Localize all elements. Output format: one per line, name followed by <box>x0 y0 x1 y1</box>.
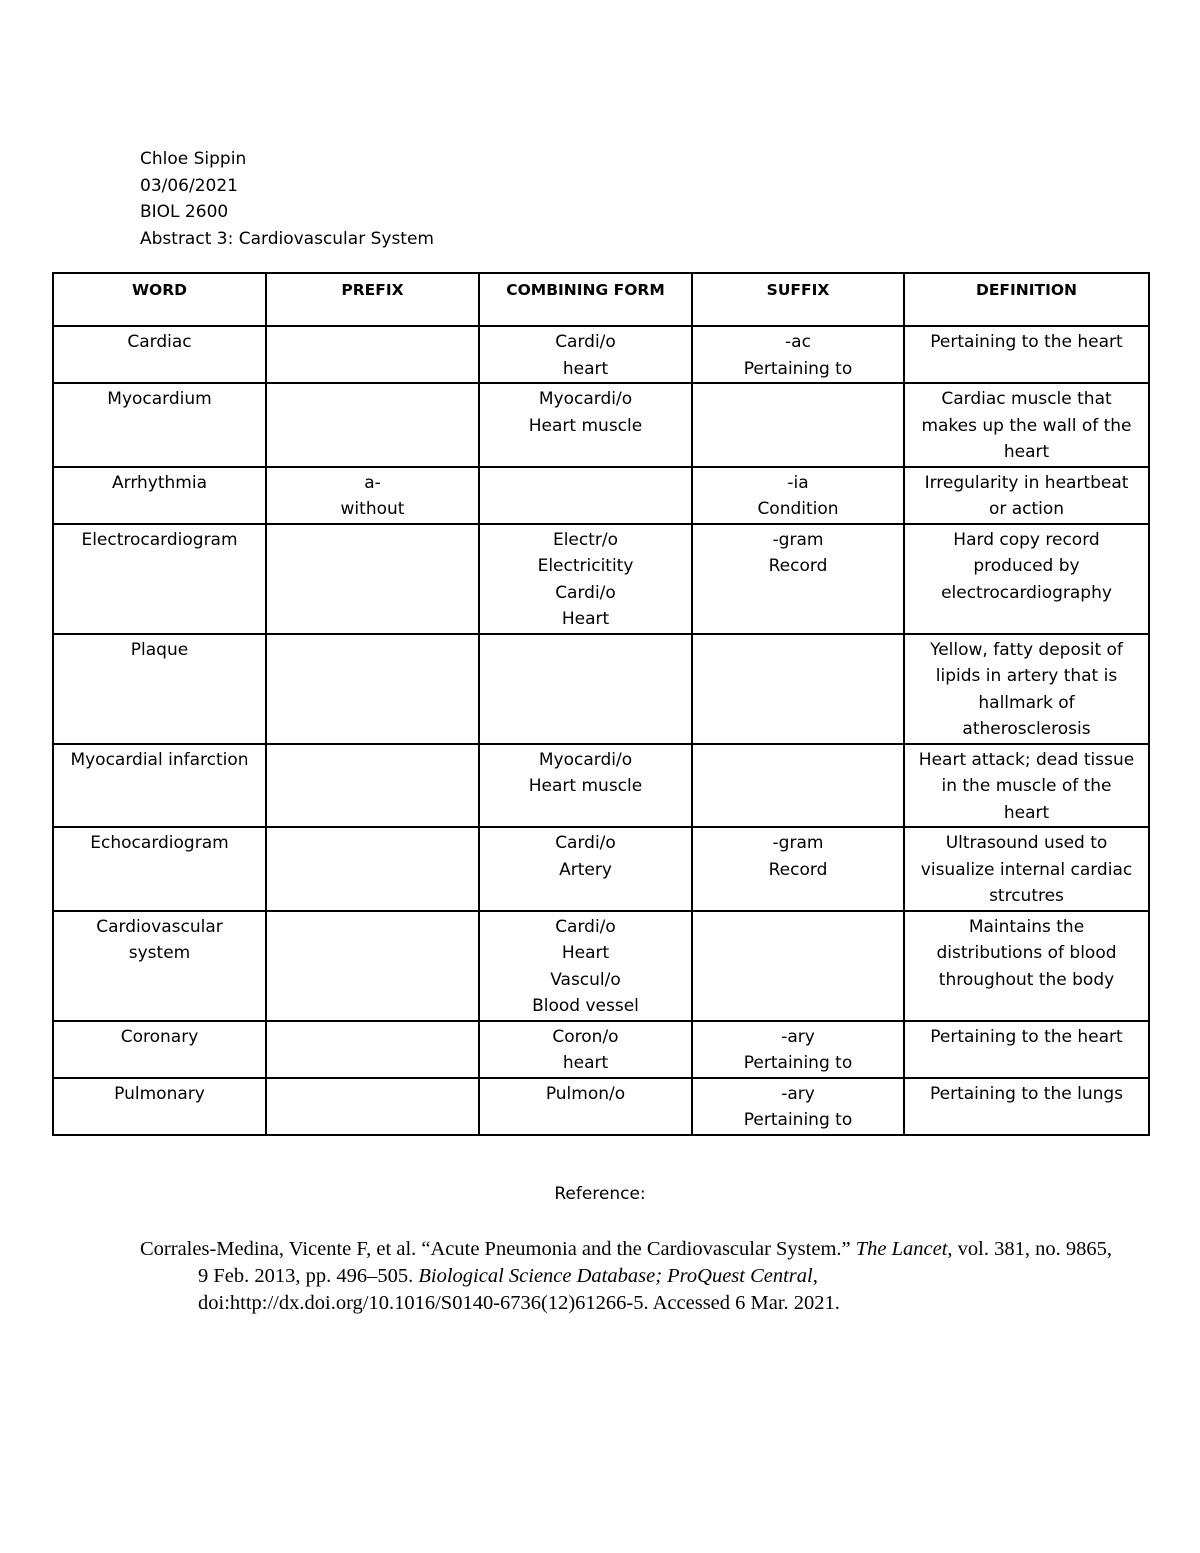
cell-line: Ultrasound used to <box>945 833 1108 853</box>
word-cell <box>53 1021 266 1078</box>
definition-cell <box>904 827 1149 911</box>
cell-line: Myocardium <box>107 389 212 409</box>
definition-cell <box>904 467 1149 524</box>
cell-line: -gram <box>772 833 824 853</box>
cell-line: -ary <box>781 1083 815 1104</box>
cell-line: Cardi/o <box>555 582 616 603</box>
prefix-cell <box>266 1078 479 1135</box>
cell-line: Hard copy record <box>953 529 1100 550</box>
course-code: BIOL 2600 <box>140 202 229 222</box>
word-cell <box>53 383 266 467</box>
cell-line: Heart muscle <box>528 776 643 796</box>
cell-line: system <box>128 943 191 963</box>
combining-form-cell <box>479 911 692 1021</box>
cell-line: Yellow, fatty deposit of <box>930 639 1123 660</box>
table-row <box>53 383 1149 467</box>
citation-volume-pages: , vol. 381, no. 9865, 9 Feb. 2013, pp. 496–505. <box>198 1238 1112 1287</box>
cell-line: Pulmonary <box>114 1083 205 1104</box>
word-cell <box>53 911 266 1021</box>
citation-database: Biological Science Database; ProQuest Central <box>418 1265 813 1287</box>
cell-line: distributions of blood <box>936 943 1117 963</box>
author-name: Chloe Sippin <box>140 149 247 169</box>
cell-line: atherosclerosis <box>962 719 1091 739</box>
prefix-cell <box>266 326 479 383</box>
cell-line: Heart attack; dead tissue <box>918 749 1135 770</box>
word-cell <box>53 1078 266 1135</box>
cell-line: heart <box>1003 802 1050 823</box>
cell-line: Myocardi/o <box>538 389 633 409</box>
cell-line: Pertaining to the heart <box>930 1026 1123 1047</box>
suffix-cell <box>692 1078 904 1135</box>
cell-line: visualize internal cardiac <box>920 859 1133 880</box>
table-header-row <box>53 273 1149 326</box>
definition-cell <box>904 1021 1149 1078</box>
cell-line: -ac <box>785 332 811 352</box>
combining-form-cell <box>479 467 692 524</box>
cell-line: Cardi/o <box>555 916 616 937</box>
suffix-cell <box>692 1021 904 1078</box>
word-cell <box>53 326 266 383</box>
combining-form-cell <box>479 634 692 744</box>
document-date: 03/06/2021 <box>140 175 238 196</box>
citation-doi-accessed: , doi:http://dx.doi.org/10.1016/S0140-6736(12)61266-5. Accessed 6 Mar. 2021. <box>198 1265 840 1314</box>
cell-line: -ia <box>787 472 809 493</box>
cell-line: Plaque <box>130 639 189 660</box>
suffix-cell <box>692 524 904 634</box>
cell-line: Heart <box>561 943 610 963</box>
prefix-cell <box>266 383 479 467</box>
cell-line: heart <box>1003 442 1050 462</box>
prefix-cell <box>266 1021 479 1078</box>
cell-line: without <box>340 499 405 519</box>
cell-line: Blood vessel <box>532 996 639 1016</box>
cell-line: Electrocardiogram <box>81 529 238 550</box>
definition-cell <box>904 744 1149 828</box>
cell-line: Electricitity <box>537 556 634 576</box>
cell-line: Myocardial infarction <box>70 749 249 770</box>
cell-line: heart <box>562 1053 609 1073</box>
cell-line: Pertaining to the lungs <box>929 1083 1124 1104</box>
combining-form-cell <box>479 383 692 467</box>
cell-line: Heart muscle <box>528 415 643 436</box>
citation-journal: The Lancet <box>855 1238 948 1260</box>
suffix-cell <box>692 634 904 744</box>
word-cell <box>53 467 266 524</box>
cell-line: Artery <box>559 859 612 880</box>
suffix-cell <box>692 827 904 911</box>
cell-line: Record <box>768 556 828 576</box>
combining-form-cell <box>479 1078 692 1135</box>
cell-line: Cardiac <box>127 332 192 352</box>
document-title: Abstract 3: Cardiovascular System <box>140 228 434 249</box>
cell-line: Heart <box>561 609 610 629</box>
cell-line: Pertaining to <box>743 1053 853 1073</box>
cell-line: Pulmon/o <box>545 1083 626 1104</box>
definition-cell <box>904 634 1149 744</box>
cell-line: throughout the body <box>938 969 1115 990</box>
prefix-cell <box>266 524 479 634</box>
table-row <box>53 1021 1149 1078</box>
suffix-cell <box>692 383 904 467</box>
cell-line: Irregularity in heartbeat <box>924 472 1129 493</box>
cell-line: a- <box>364 472 381 493</box>
prefix-cell <box>266 634 479 744</box>
column-header-definition: DEFINITION <box>904 273 1149 326</box>
table-row <box>53 911 1149 1021</box>
prefix-cell <box>266 827 479 911</box>
cell-line: heart <box>562 358 609 379</box>
column-header-suffix: SUFFIX <box>692 273 904 326</box>
column-header-combining-form: COMBINING FORM <box>479 273 692 326</box>
cell-line: Coronary <box>120 1026 199 1047</box>
cell-line: Record <box>768 859 828 880</box>
column-header-word: WORD <box>53 273 266 326</box>
cell-line: Cardi/o <box>555 833 616 853</box>
terminology-table <box>52 272 1150 1136</box>
cell-line: Arrhythmia <box>112 472 207 493</box>
cell-line: Cardiovascular <box>96 916 223 937</box>
definition-cell <box>904 524 1149 634</box>
cell-line: Maintains the <box>968 916 1085 937</box>
word-cell <box>53 827 266 911</box>
cell-line: in the muscle of the <box>941 776 1112 796</box>
cell-line: Coron/o <box>552 1026 619 1047</box>
cell-line: produced by <box>973 556 1080 576</box>
cell-line: Pertaining to <box>743 1110 853 1130</box>
document-header <box>140 146 434 252</box>
cell-line: Pertaining to the heart <box>930 332 1123 352</box>
cell-line: Myocardi/o <box>538 749 633 770</box>
cell-line: Cardi/o <box>555 332 616 352</box>
combining-form-cell <box>479 524 692 634</box>
cell-line: electrocardiography <box>941 582 1112 603</box>
reference-citation <box>140 1236 1118 1317</box>
word-cell <box>53 744 266 828</box>
cell-line: Electr/o <box>552 529 619 550</box>
suffix-cell <box>692 911 904 1021</box>
combining-form-cell <box>479 1021 692 1078</box>
cell-line: makes up the wall of the <box>921 415 1132 436</box>
suffix-cell <box>692 744 904 828</box>
reference-heading: Reference: <box>554 1184 646 1204</box>
word-cell <box>53 634 266 744</box>
citation-authors-title: Corrales-Medina, Vicente F, et al. “Acute Pneumonia and the Cardiovascular System.” <box>140 1238 856 1260</box>
cell-line: Cardiac muscle that <box>941 389 1112 409</box>
prefix-cell <box>266 911 479 1021</box>
table-row <box>53 1078 1149 1135</box>
cell-line: -ary <box>781 1026 815 1047</box>
definition-cell <box>904 1078 1149 1135</box>
definition-cell <box>904 326 1149 383</box>
table-row <box>53 827 1149 911</box>
cell-line: Vascul/o <box>550 969 621 990</box>
cell-line: Echocardiogram <box>90 833 229 853</box>
table-body <box>53 326 1149 1135</box>
table-row <box>53 467 1149 524</box>
cell-line: -gram <box>772 529 824 550</box>
table-row <box>53 326 1149 383</box>
prefix-cell <box>266 744 479 828</box>
suffix-cell <box>692 467 904 524</box>
table-row <box>53 744 1149 828</box>
word-cell <box>53 524 266 634</box>
combining-form-cell <box>479 827 692 911</box>
definition-cell <box>904 383 1149 467</box>
cell-line: strcutres <box>989 886 1064 906</box>
cell-line: lipids in artery that is <box>935 666 1118 686</box>
definition-cell <box>904 911 1149 1021</box>
suffix-cell <box>692 326 904 383</box>
cell-line: or action <box>988 499 1065 519</box>
table-row <box>53 524 1149 634</box>
column-header-prefix: PREFIX <box>266 273 479 326</box>
cell-line: Pertaining to <box>743 358 853 379</box>
combining-form-cell <box>479 326 692 383</box>
cell-line: Condition <box>757 499 839 519</box>
prefix-cell <box>266 467 479 524</box>
combining-form-cell <box>479 744 692 828</box>
table-row <box>53 634 1149 744</box>
cell-line: hallmark of <box>978 692 1075 713</box>
